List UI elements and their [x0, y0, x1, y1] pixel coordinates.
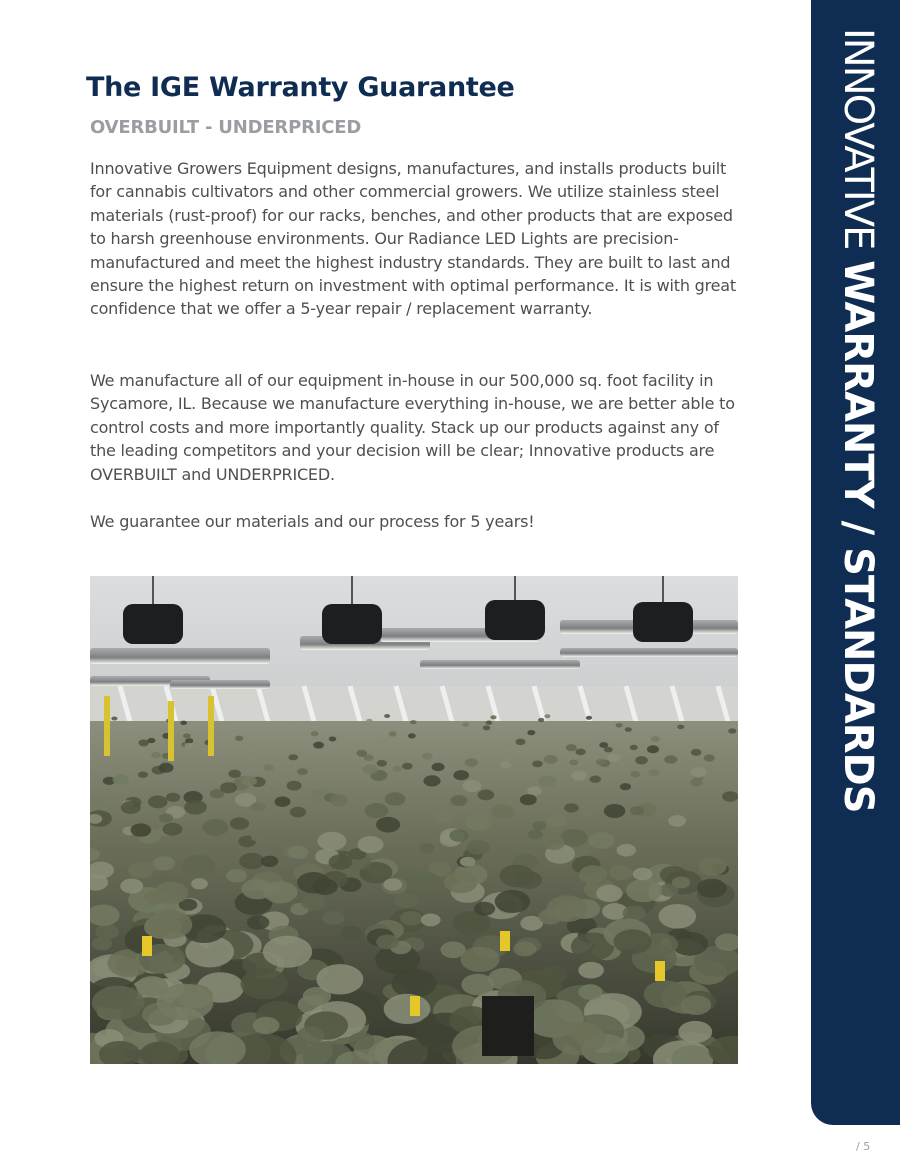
plant-foliage [389, 731, 397, 736]
plant-foliage [596, 759, 606, 765]
plant-foliage [664, 755, 677, 764]
plant-foliage [419, 843, 435, 853]
side-band-title [835, 28, 881, 813]
plant-foliage [166, 793, 180, 802]
plant-foliage [589, 832, 615, 849]
plant-foliage [722, 791, 738, 802]
plant-foliage [423, 775, 440, 786]
plant-foliage [239, 853, 264, 869]
plant-foliage [385, 792, 406, 805]
light-driver [322, 604, 382, 644]
plant-foliage [433, 810, 453, 823]
plant-foliage [157, 984, 214, 1021]
plant-foliage [162, 823, 182, 836]
grow-room-photo [90, 576, 738, 1064]
plant-foliage [366, 719, 372, 723]
plant-foliage [138, 772, 148, 778]
plant-foliage [410, 872, 440, 892]
plant-foliage [191, 878, 208, 889]
plant-foliage [552, 1021, 605, 1055]
plant-foliage [490, 715, 496, 719]
plant-foliage [626, 879, 662, 902]
plant-foliage [297, 1026, 324, 1044]
plant-foliage [672, 877, 690, 889]
plant-foliage [348, 1032, 375, 1049]
plant-foliage [547, 815, 566, 828]
body-paragraph: We manufacture all of our equipment in-house in our 500,000 sq. foot facility in Sycamore, IL. Because we manufacture everything in-house, we are better able to control costs and more importantly quality. Stack up our products against any of the leading competitors and your decision will be clear; Innovative products are OVERBUILT and UNDERPRICED. [90, 371, 735, 484]
plant-foliage [261, 856, 278, 867]
plant-foliage [474, 902, 495, 916]
plant-foliage [678, 1021, 712, 1043]
plant-foliage [323, 911, 345, 925]
plant-foliage [183, 733, 191, 738]
plant-foliage [444, 871, 478, 893]
plant-foliage [313, 742, 324, 749]
plant-foliage [251, 802, 266, 812]
plant-foliage [607, 753, 620, 761]
plant-foliage [451, 795, 468, 806]
plant-foliage [288, 754, 298, 760]
plant-foliage [148, 910, 192, 939]
plant-foliage [377, 760, 387, 767]
plant-foliage [180, 721, 187, 725]
plant-foliage [329, 737, 337, 742]
led-light-bar [90, 648, 270, 664]
plant-foliage [287, 781, 302, 791]
page-number: / 5 [856, 1140, 871, 1153]
led-light-bar [170, 680, 270, 689]
body-paragraph: We guarantee our materials and our process for 5 years! [90, 512, 535, 531]
plant-foliage [617, 844, 636, 857]
plant-foliage [630, 806, 644, 815]
plant-foliage [704, 754, 715, 761]
plant-foliage [384, 879, 403, 891]
plant-foliage [363, 764, 378, 774]
plant-tag [500, 931, 510, 951]
plant-foliage [566, 744, 577, 751]
plant-foliage [376, 935, 399, 950]
body-paragraph: Innovative Growers Equipment designs, manufactures, and installs products built for cannabis cultivators and other commercial growers. We utilize stainless steel materials (rust-proof) for our racks, benches, and other products that are exposed to harsh greenhouse environments. Our Radiance LED Lights are precision-manufactured and meet the highest industry standards. They are built to last and ensure the highest return on investment with optimal performance. It is with great confidence that we offer a 5-year repair / replacement warranty. [90, 159, 736, 319]
plant-tag [655, 961, 665, 981]
plant-foliage [483, 725, 491, 730]
plant-foliage [500, 761, 511, 768]
plant-foliage [623, 906, 646, 921]
plant-foliage [394, 892, 418, 908]
plant-foliage [384, 714, 390, 718]
plant-foliage [330, 795, 348, 807]
plant-foliage [301, 895, 325, 911]
plant-foliage [596, 885, 622, 902]
plant-foliage [116, 957, 140, 973]
plant-foliage [113, 775, 129, 786]
plant-foliage [432, 763, 445, 771]
plant-foliage [131, 823, 152, 836]
plant-foliage [463, 780, 482, 792]
plant-foliage [151, 752, 161, 759]
plant-foliage [148, 796, 168, 809]
plant-foliage [263, 881, 297, 903]
plant-foliage [159, 763, 174, 773]
plant-foliage [635, 756, 648, 764]
plant-foliage [453, 770, 469, 780]
plant-foliage [659, 904, 697, 929]
plant-foliage [609, 865, 633, 880]
side-band-light-text: INNOVATIVE [835, 28, 881, 249]
plant-foliage [297, 872, 330, 893]
plant-foliage [242, 776, 257, 786]
grow-room-photo-illustration [90, 576, 738, 1064]
plant-foliage [513, 941, 536, 956]
plant-foliage [677, 725, 684, 730]
plant-foliage [184, 800, 207, 815]
side-band-bold-text: WARRANTY / STANDARDS [835, 260, 881, 813]
plant-foliage [462, 722, 469, 726]
plant-tag [410, 996, 420, 1016]
plant-foliage [422, 753, 433, 760]
plant-foliage [226, 869, 247, 882]
plant-foliage [515, 739, 525, 746]
plant-foliage [121, 801, 141, 814]
plant-foliage [95, 924, 119, 939]
plant-foliage [228, 770, 241, 778]
plant-foliage [154, 882, 189, 905]
plant-foliage [290, 807, 306, 818]
plant-foliage [364, 754, 374, 761]
plant-foliage [449, 829, 469, 842]
plant-foliage [495, 890, 530, 913]
plant-foliage [614, 929, 652, 954]
led-light-bar [560, 648, 738, 657]
rack-post [168, 701, 174, 761]
plant-foliage [532, 821, 546, 830]
light-driver [633, 602, 693, 642]
rack-post [208, 696, 214, 756]
plant-foliage [317, 964, 364, 994]
plant-foliage [253, 1017, 280, 1034]
plant-foliage [159, 813, 173, 822]
plant-foliage [564, 803, 579, 812]
plant-foliage [275, 797, 291, 807]
plant-foliage [182, 855, 215, 876]
plant-foliage [465, 758, 478, 767]
plant-foliage [690, 767, 706, 777]
plant-foliage [263, 764, 273, 771]
plant-foliage [410, 720, 417, 724]
plant-foliage [649, 769, 660, 776]
plant-foliage [569, 760, 578, 766]
light-driver [123, 604, 183, 644]
plant-foliage [235, 736, 243, 741]
plant-foliage [633, 868, 653, 881]
plant-foliage [393, 766, 403, 772]
plant-foliage [528, 829, 543, 839]
plant-foliage [620, 783, 631, 790]
plant-foliage [668, 815, 686, 827]
plant-foliage [539, 776, 557, 788]
light-driver [485, 600, 545, 640]
plant-foliage [604, 804, 626, 818]
plant-foliage [466, 814, 491, 830]
plant-foliage [616, 723, 623, 728]
plant-foliage [520, 794, 537, 805]
plant-foliage [365, 803, 388, 818]
plant-foliage [467, 840, 490, 855]
plant-foliage [340, 926, 362, 940]
plant-foliage [578, 984, 602, 1000]
plant-foliage [288, 846, 309, 859]
plant-foliage [728, 728, 736, 733]
plant-foliage [581, 809, 594, 817]
plant-foliage [230, 817, 249, 829]
plant-foliage [297, 768, 308, 775]
plant-foliage [630, 745, 638, 750]
plant-foliage [538, 718, 544, 722]
plant-foliage [543, 836, 565, 851]
plant-foliage [571, 770, 587, 780]
plant-foliage [544, 755, 558, 764]
plant-foliage [120, 879, 143, 894]
plant-foliage [527, 786, 541, 795]
plant-foliage [631, 771, 641, 777]
plant-foliage [391, 969, 436, 998]
plant-foliage [500, 865, 535, 888]
plant-foliage [421, 914, 441, 927]
plant-foliage [247, 915, 270, 930]
plant-foliage [461, 947, 500, 972]
plant-foliage [92, 986, 144, 1020]
page-title: The IGE Warranty Guarantee [86, 72, 515, 103]
plant-foliage [539, 966, 567, 984]
plant-foliage [590, 776, 601, 783]
plant-foliage [408, 733, 416, 738]
plant-pot [482, 996, 534, 1056]
plant-foliage [690, 778, 703, 786]
plant-foliage [644, 980, 687, 1008]
plant-foliage [544, 714, 550, 718]
plant-foliage [491, 804, 514, 819]
plant-foliage [220, 782, 237, 793]
plant-foliage [111, 717, 117, 721]
plant-foliage [579, 865, 608, 884]
plant-foliage [647, 745, 659, 753]
plant-foliage [553, 902, 580, 919]
plant-foliage [651, 736, 660, 742]
plant-foliage [625, 727, 632, 732]
plant-foliage [317, 832, 346, 851]
plant-foliage [203, 819, 229, 836]
plant-foliage [147, 738, 155, 743]
plant-foliage [153, 856, 175, 870]
plant-foliage [376, 817, 400, 833]
plant-foliage [599, 742, 608, 748]
plant-foliage [329, 854, 353, 869]
plant-foliage [185, 738, 193, 743]
plant-foliage [697, 879, 726, 898]
plant-foliage [251, 833, 265, 842]
plant-foliage [691, 749, 702, 756]
plant-foliage [575, 749, 585, 756]
rack-post [104, 696, 110, 756]
plant-foliage [286, 722, 293, 727]
plant-foliage [402, 763, 413, 770]
plant-foliage [400, 911, 423, 926]
plant-foliage [185, 743, 194, 749]
plant-foliage [527, 730, 535, 735]
plant-foliage [586, 716, 592, 720]
plant-foliage [358, 836, 384, 853]
plant-foliage [311, 731, 319, 736]
plant-foliage [478, 790, 495, 801]
plant-tag [142, 936, 152, 956]
plant-foliage [241, 968, 289, 999]
plant-foliage [486, 721, 493, 725]
page-subtitle: OVERBUILT - UNDERPRICED [90, 117, 362, 138]
plant-foliage [699, 857, 727, 875]
plant-foliage [681, 995, 711, 1015]
plant-foliage [544, 724, 551, 729]
plant-foliage [578, 962, 604, 979]
plant-foliage [532, 761, 543, 768]
led-light-bar [420, 660, 580, 669]
plant-foliage [460, 857, 475, 867]
plant-foliage [263, 936, 312, 968]
